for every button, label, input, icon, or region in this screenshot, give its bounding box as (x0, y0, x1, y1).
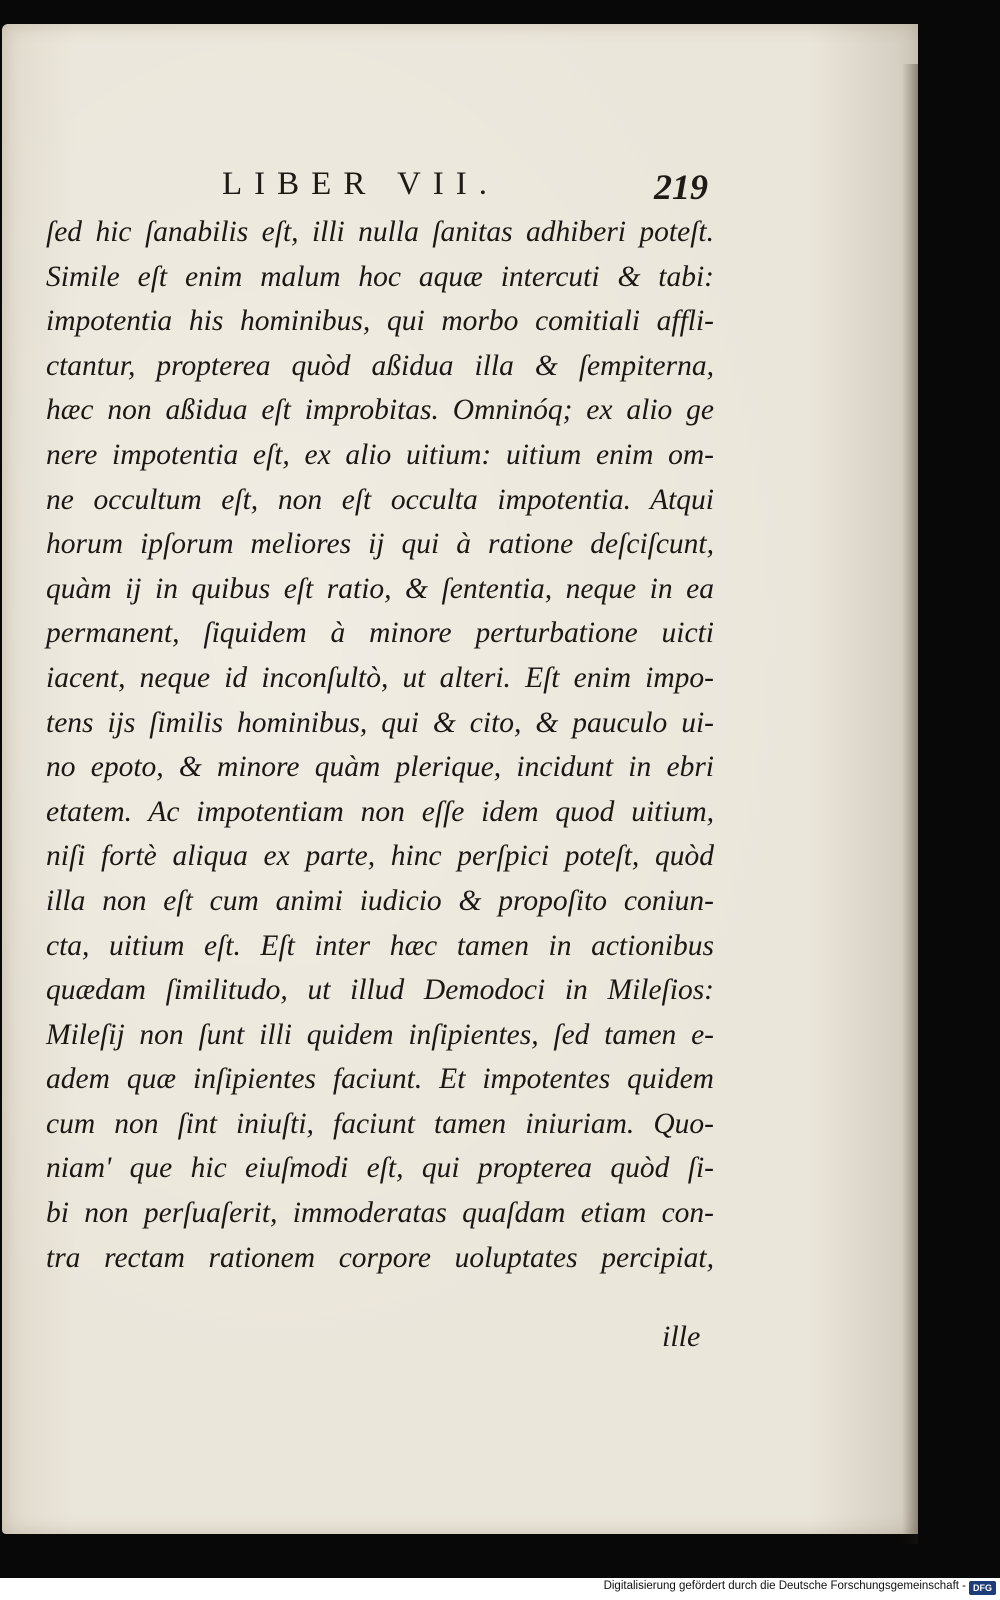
text-line: ne occultum eſt, non eſt occulta impotentia. Atqui (46, 483, 714, 516)
body-text (46, 210, 714, 1280)
text-line: no epoto, & minore quàm plerique, incidunt in ebri (46, 751, 714, 784)
catchword: ille (662, 1320, 701, 1353)
text-line: cta, uitium eſt. Eſt inter hæc tamen in actionibus (46, 929, 714, 962)
text-line: cum non ſint iniuſti, faciunt tamen iniuriam. Quo- (46, 1107, 714, 1140)
text-line: bi non perſuaſerit, immoderatas quaſdam etiam con- (46, 1197, 714, 1230)
running-head: LIBER VII. (222, 166, 500, 202)
text-line: tens ijs ſimilis hominibus, qui & cito, & pauculo ui- (46, 706, 714, 739)
book-page (2, 24, 918, 1534)
text-line: iacent, neque id inconſultò, ut alteri. Eſt enim impo- (46, 661, 714, 694)
text-line: permanent, ſiquidem à minore perturbatione uicti (46, 617, 714, 650)
text-line: adem quæ inſipientes faciunt. Et impotentes quidem (46, 1063, 714, 1096)
text-line: ctantur, propterea quòd aßidua illa & ſempiterna, (46, 349, 714, 382)
text-line: nere impotentia eſt, ex alio uitium: uitium enim om- (46, 438, 714, 471)
text-line: quædam ſimilitudo, ut illud Demodoci in Mileſios: (46, 974, 714, 1007)
text-line: Mileſij non ſunt illi quidem inſipientes, ſed tamen e- (46, 1018, 714, 1051)
funding-credit: Digitalisierung gefördert durch die Deutsche Forschungsgemeinschaft - (603, 1580, 966, 1592)
page-header (2, 166, 918, 210)
text-line: Simile eſt enim malum hoc aquæ intercuti & tabi: (46, 260, 714, 293)
page-edge-shadow (902, 64, 918, 1544)
text-line: hæc non aßidua eſt improbitas. Omninóq; ex alio ge (46, 394, 714, 427)
text-line: niam' que hic eiuſmodi eſt, qui propterea quòd ſi- (46, 1152, 714, 1185)
text-line: etatem. Ac impotentiam non eſſe idem quod uitium, (46, 795, 714, 828)
text-line: quàm ij in quibus eſt ratio, & ſententia, neque in ea (46, 572, 714, 605)
text-line: niſi fortè aliqua ex parte, hinc perſpici poteſt, quòd (46, 840, 714, 873)
text-line: horum ipſorum meliores ij qui à ratione deſciſcunt, (46, 528, 714, 561)
text-line: illa non eſt cum animi iudicio & propoſito coniun- (46, 884, 714, 917)
dfg-logo: DFG (969, 1581, 996, 1595)
digitization-footer (0, 1578, 1000, 1600)
text-line: tra rectam rationem corpore uoluptates percipiat, (46, 1241, 714, 1274)
text-line: impotentia his hominibus, qui morbo comitiali affli- (46, 305, 714, 338)
page-number: 219 (654, 167, 708, 207)
text-line: ſed hic ſanabilis eſt, illi nulla ſanitas adhiberi poteſt. (46, 216, 714, 248)
